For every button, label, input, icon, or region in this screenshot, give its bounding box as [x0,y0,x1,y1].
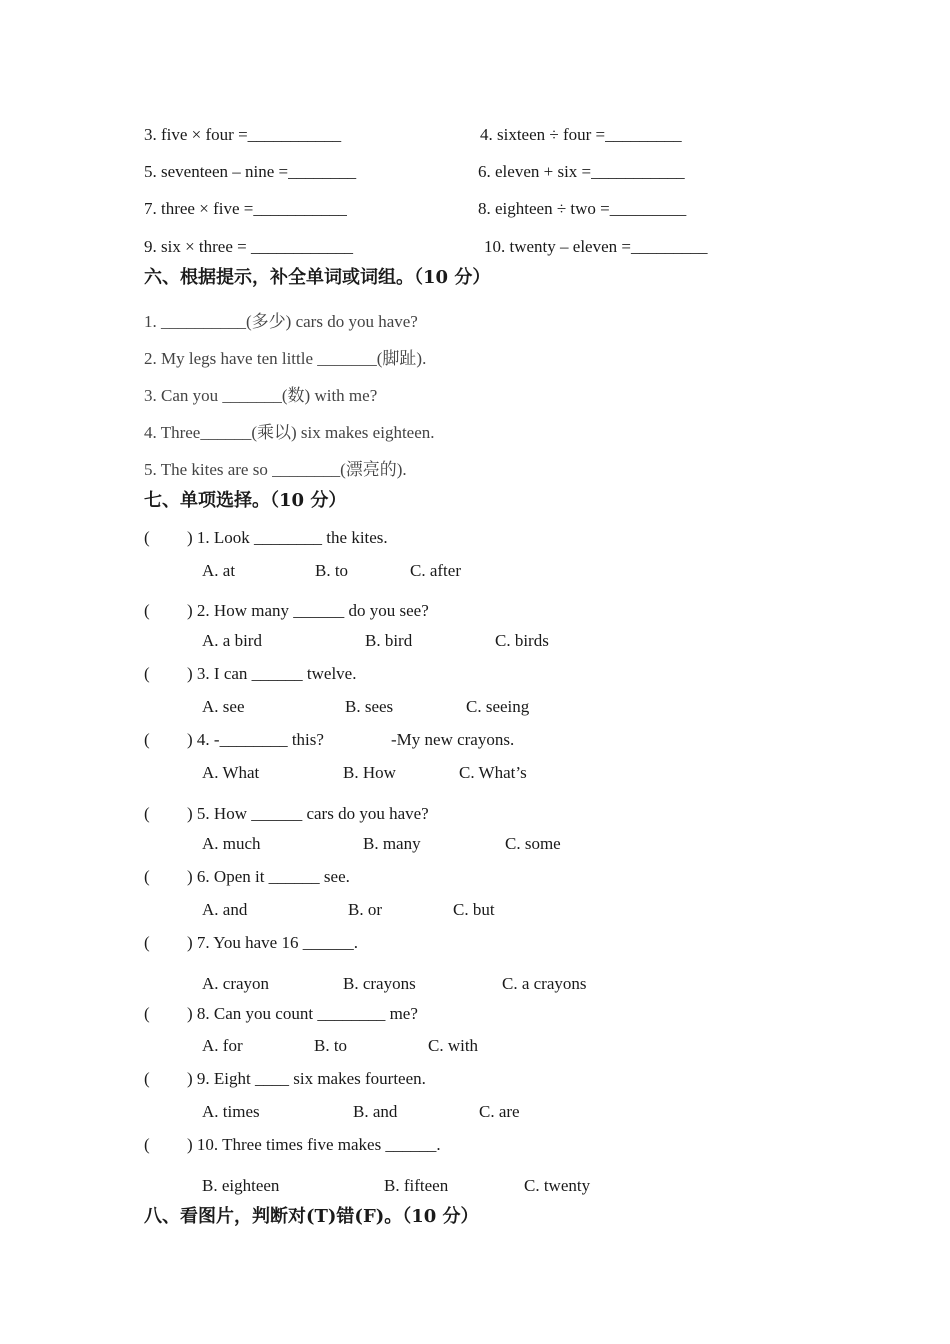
option-b: B. to [314,1036,348,1055]
question-text: ) 5. How ______ cars do you have? [187,804,429,823]
question-text: ) 1. Look ________ the kites. [187,528,388,547]
option-c: C. some [505,834,561,853]
option-b: B. and [353,1102,398,1121]
option-a: A. see [202,697,245,716]
question-text: ) 10. Three times five makes ______. [187,1135,441,1154]
option-b: B. to [315,561,349,580]
math-item: 5. seventeen – nine =________ [144,162,357,181]
option-a: A. a bird [202,631,262,650]
answer-paren: ( [144,528,150,547]
section-heading: 七、单项选择。（10 分） [144,490,347,511]
question-text: ) 7. You have 16 ______. [187,933,358,952]
option-c: C. birds [495,631,549,650]
fill-item: 5. The kites are so ________(漂亮的). [144,460,407,479]
answer-paren: ( [144,730,150,749]
math-item: 6. eleven + six =___________ [478,162,685,181]
option-a: A. much [202,834,261,853]
section-heading: 六、根据提示，补全单词或词组。（10 分） [144,267,491,288]
option-b: B. many [363,834,421,853]
fill-item: 2. My legs have ten little _______(脚趾). [144,349,427,368]
option-c: C. with [428,1036,479,1055]
question-text: ) 9. Eight ____ six makes fourteen. [187,1069,426,1088]
answer-paren: ( [144,867,150,886]
math-item: 10. twenty – eleven =_________ [484,237,708,256]
question-text: ) 4. -________ this? [187,730,324,749]
option-b: B. or [348,900,382,919]
option-a: A. crayon [202,974,270,993]
option-b: B. bird [365,631,413,650]
option-b: B. How [343,763,396,782]
math-item: 7. three × five =___________ [144,199,347,218]
option-a: A. and [202,900,248,919]
option-a: A. for [202,1036,243,1055]
option-c: C. What’s [459,763,527,782]
option-c: C. but [453,900,495,919]
answer-paren: ( [144,1004,150,1023]
answer-paren: ( [144,1069,150,1088]
question-text: ) 6. Open it ______ see. [187,867,350,886]
fill-item: 4. Three______(乘以) six makes eighteen. [144,423,435,442]
option-a: B. eighteen [202,1176,280,1195]
option-c: C. a crayons [502,974,587,993]
question-text: ) 8. Can you count ________ me? [187,1004,418,1023]
answer-paren: ( [144,933,150,952]
fill-item: 3. Can you _______(数) with me? [144,386,378,405]
math-item: 9. six × three = ____________ [144,237,353,256]
math-item: 3. five × four =___________ [144,125,342,144]
option-a: A. What [202,763,260,782]
answer-paren: ( [144,1135,150,1154]
fill-item: 1. __________(多少) cars do you have? [144,312,418,331]
option-b: B. fifteen [384,1176,449,1195]
section-heading: 八、看图片，判断对(T)错(F)。（10 分） [144,1206,479,1227]
option-c: C. twenty [524,1176,591,1195]
option-b: B. crayons [343,974,416,993]
option-a: A. at [202,561,236,580]
math-item: 4. sixteen ÷ four =_________ [480,125,682,144]
question-text: ) 2. How many ______ do you see? [187,601,429,620]
option-b: B. sees [345,697,394,716]
answer-paren: ( [144,601,150,620]
answer-paren: ( [144,664,150,683]
question-reply: -My new crayons. [391,730,515,749]
option-c: C. are [479,1102,520,1121]
answer-paren: ( [144,804,150,823]
question-text: ) 3. I can ______ twelve. [187,664,357,683]
option-c: C. seeing [466,697,530,716]
option-a: A. times [202,1102,260,1121]
option-c: C. after [410,561,461,580]
math-item: 8. eighteen ÷ two =_________ [478,199,687,218]
